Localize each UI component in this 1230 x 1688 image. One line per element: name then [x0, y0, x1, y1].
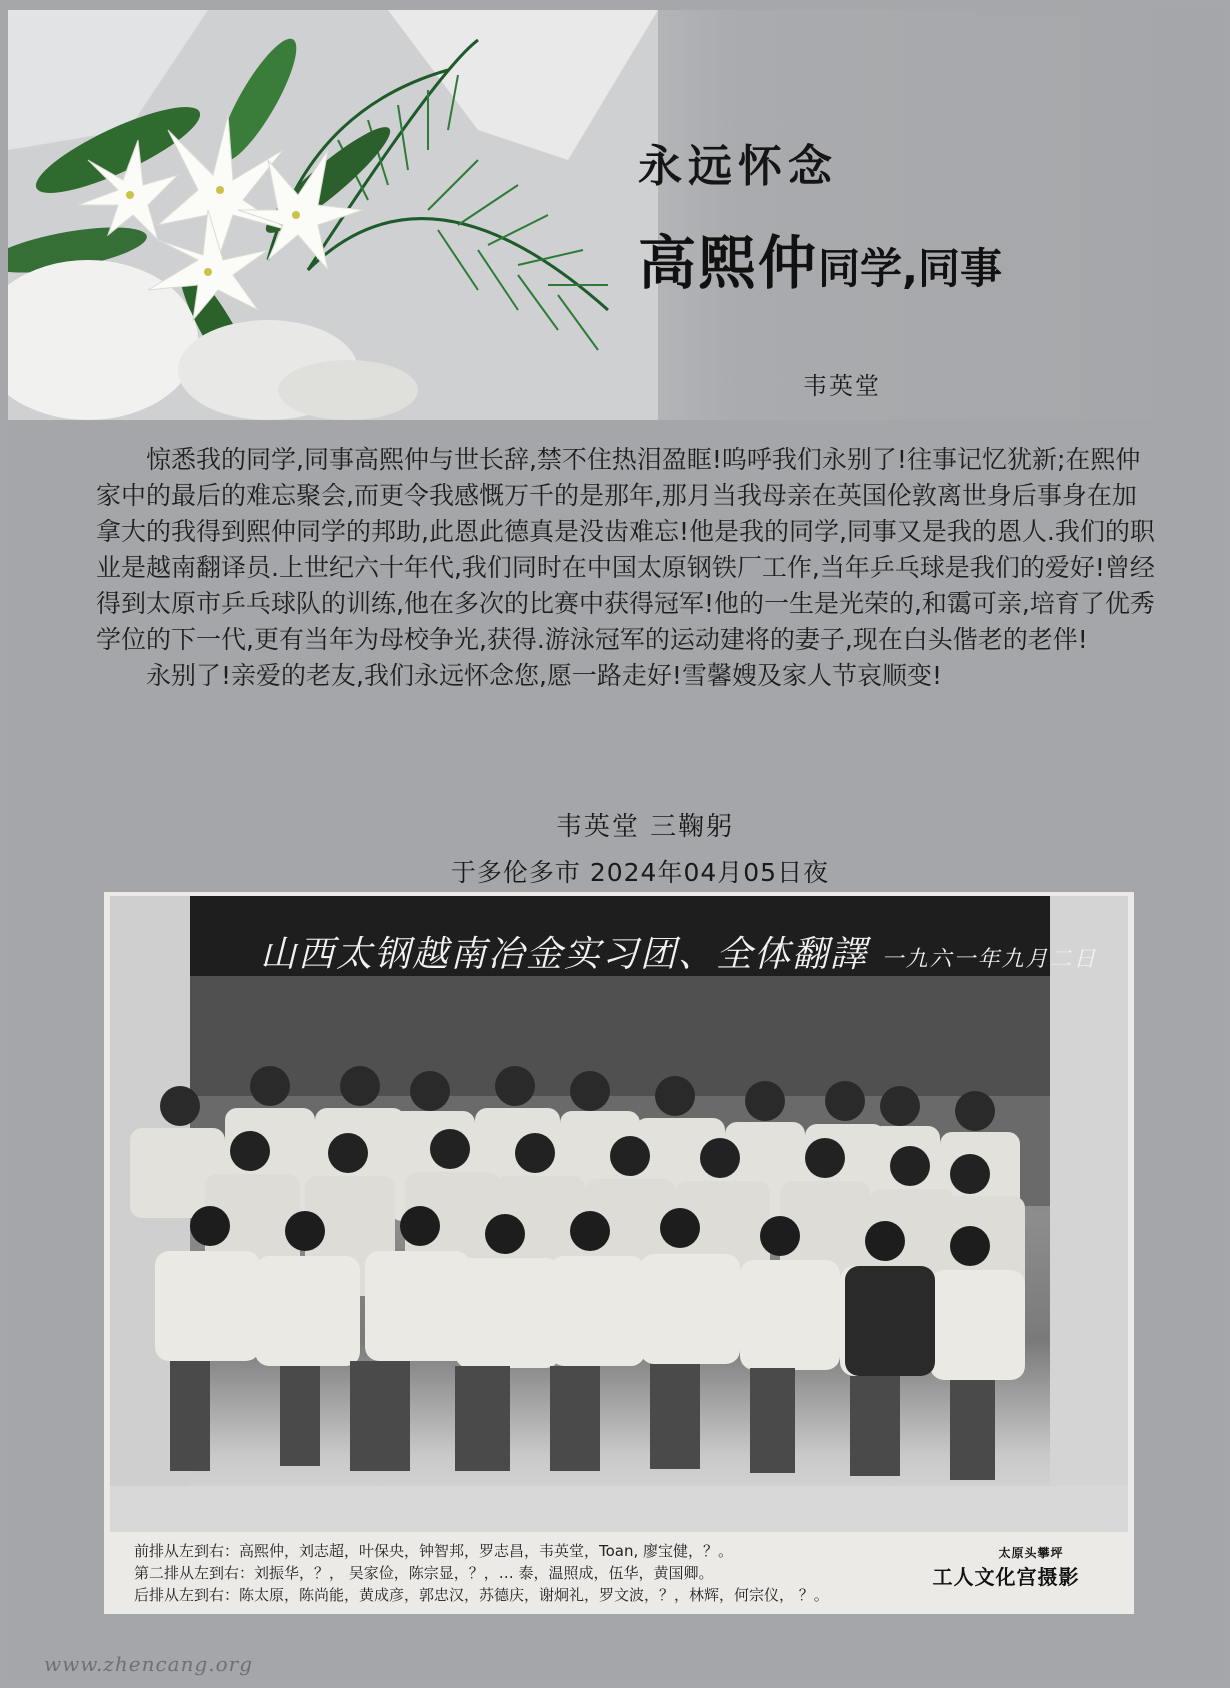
eulogy-text — [96, 442, 1156, 694]
author-name: 韦英堂 — [803, 372, 881, 400]
title-name-line — [638, 216, 1198, 300]
header-banner — [8, 10, 1222, 420]
eulogy-paragraph: 惊悉我的同学,同事高熙仲与世长辞,禁不住热泪盈眶!呜呼我们永别了!往事记忆犹新;在熙仲家中的最后的难忘聚会,而更令我感慨万千的是那年,那月当我母亲在英国伦敦离世身后事身在加拿大的我得到熙仲同学的邦助,此恩此德真是没齿难忘!他是我的同学,同事又是我的恩人.我们的职业是越南翻译员.上世纪六十年代,我们同时在中国太原钢铁厂工作,当年乒乓球是我们的爱好!曾经得到太原市乒乓球队的训练,他在多次的比赛中获得冠军!他的一生是光荣的,和霭可亲,培育了优秀学位的下一代,更有当年为母校争光,获得.游泳冠军的运动建将的妻子,现在白头偕老的老伴! — [96, 445, 1155, 654]
photo-studio-mark — [916, 1544, 1096, 1590]
deceased-name: 高熙仲 — [638, 229, 819, 297]
memorial-title — [638, 130, 1198, 300]
group-photo — [104, 892, 1134, 1614]
studio-location: 太原头攀坪 — [998, 1546, 1064, 1560]
caption-front-row: 前排从左到右：高熙仲，刘志超，叶保央，钟智邦，罗志昌，韦英堂，Toan, 廖宝健，？。 — [134, 1542, 734, 1560]
memorial-page — [8, 10, 1222, 1678]
signature-place-date: 于多伦多市 2024年04月05日夜 — [450, 858, 830, 887]
title-relation: 同学,同事 — [818, 244, 1002, 293]
group-photo-image — [110, 896, 1128, 1532]
group-photo-scene — [110, 896, 1128, 1532]
signature-block — [8, 806, 1222, 889]
eulogy-paragraph: 永别了!亲爱的老友,我们永远怀念您,愿一路走好!雪馨嫂及家人节哀顺变! — [146, 661, 942, 690]
photo-banner-caption — [260, 926, 1098, 977]
studio-name: 工人文化宫摄影 — [932, 1565, 1080, 1589]
photo-banner-date: 一九六一年九月二日 — [881, 947, 1098, 972]
signature-name: 韦英堂 三鞠躬 — [555, 812, 735, 842]
title-forever-remember: 永远怀念 — [638, 141, 838, 192]
site-watermark: www.zhencang.org — [44, 1652, 254, 1676]
caption-back-row: 后排从左到右：陈太原，陈尚能，黄成彦，郭忠汉，苏德庆，谢炯礼，罗文波，？，林辉，何宗仪， ？。 — [134, 1586, 829, 1604]
photo-captions — [134, 1540, 894, 1606]
lily-flower-bouquet-image — [8, 10, 658, 420]
photo-banner-title: 山西太钢越南冶金实习团、全体翻譯 — [260, 934, 869, 975]
caption-second-row: 第二排从左到右：刘振华，？， 吴家俭，陈宗显，？，… 泰，温照成，伍华，黄国卿。 — [134, 1564, 714, 1582]
